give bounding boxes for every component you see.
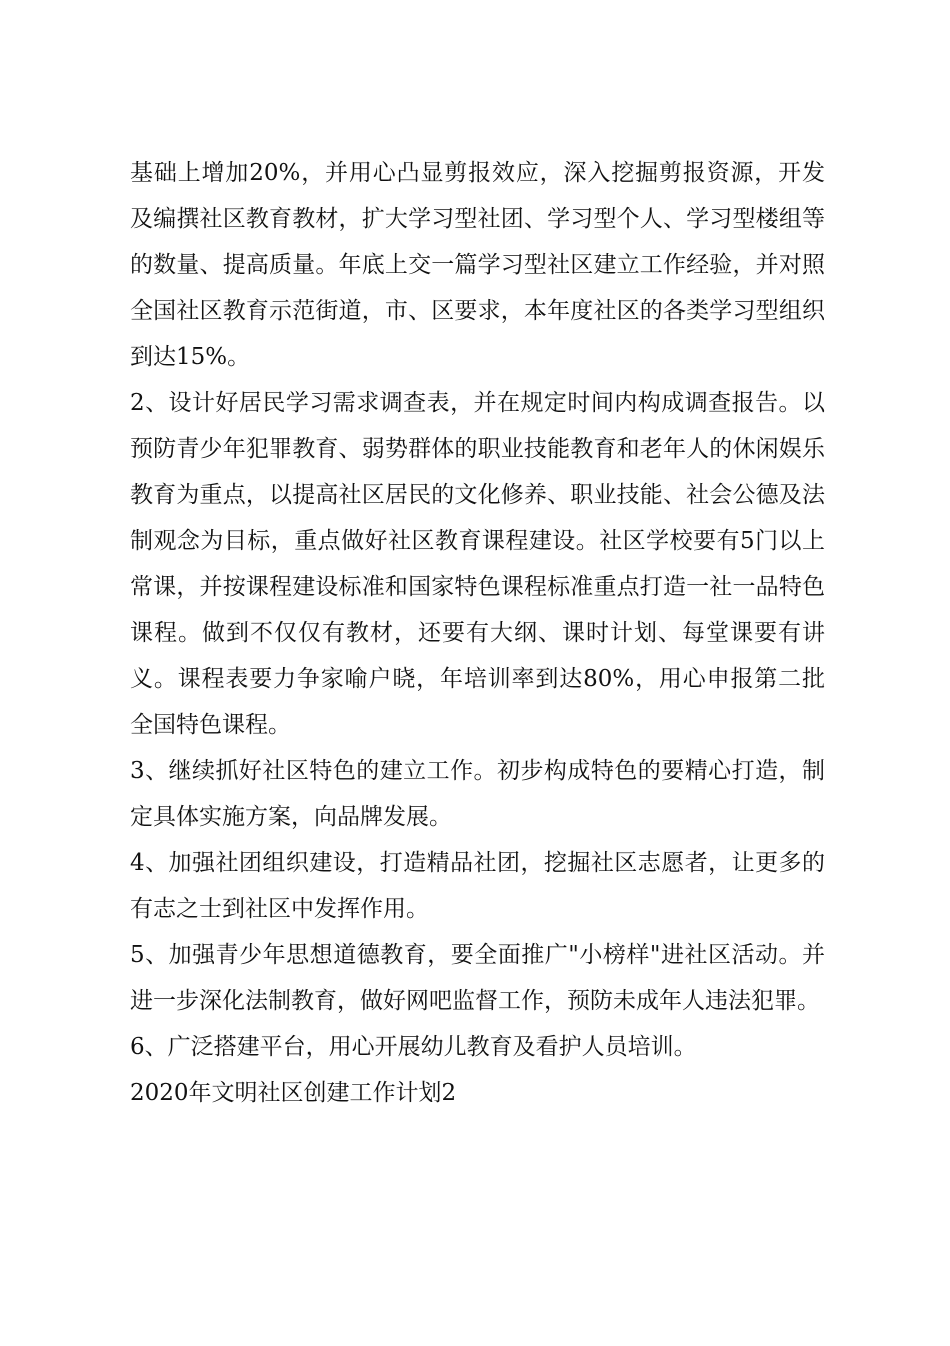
paragraph-continuation: 基础上增加20%，并用心凸显剪报效应，深入挖掘剪报资源，开发及编撰社区教育教材，扩大学习型社团、学习型个人、学习型楼组等的数量、提高质量。年底上交一篇学习型社区建立工作经验，并对照全国社区教育示范街道，市、区要求，本年度社区的各类学习型组织到达15%。: [130, 160, 825, 370]
section-title: 2020年文明社区创建工作计划2: [130, 1080, 457, 1106]
paragraph-item-5: 5、加强青少年思想道德教育，要全面推广"小榜样"进社区活动。并进一步深化法制教育，做好网吧监督工作，预防未成年人违法犯罪。: [130, 942, 825, 1014]
paragraph-item-4: 4、加强社团组织建设，打造精品社团，挖掘社区志愿者，让更多的有志之士到社区中发挥作用。: [130, 850, 825, 922]
document-body: [130, 150, 825, 1116]
paragraph-item-3: 3、继续抓好社区特色的建立工作。初步构成特色的要精心打造，制定具体实施方案，向品牌发展。: [130, 758, 825, 830]
paragraph-item-6: 6、广泛搭建平台，用心开展幼儿教育及看护人员培训。: [130, 1034, 697, 1060]
paragraph-item-2: 2、设计好居民学习需求调查表，并在规定时间内构成调查报告。以预防青少年犯罪教育、弱势群体的职业技能教育和老年人的休闲娱乐教育为重点，以提高社区居民的文化修养、职业技能、社会公德及法制观念为目标，重点做好社区教育课程建设。社区学校要有5门以上常课，并按课程建设标准和国家特色课程标准重点打造一社一品特色课程。做到不仅仅有教材，还要有大纲、课时计划、每堂课要有讲义。课程表要力争家喻户晓，年培训率到达80%，用心申报第二批全国特色课程。: [130, 390, 825, 738]
